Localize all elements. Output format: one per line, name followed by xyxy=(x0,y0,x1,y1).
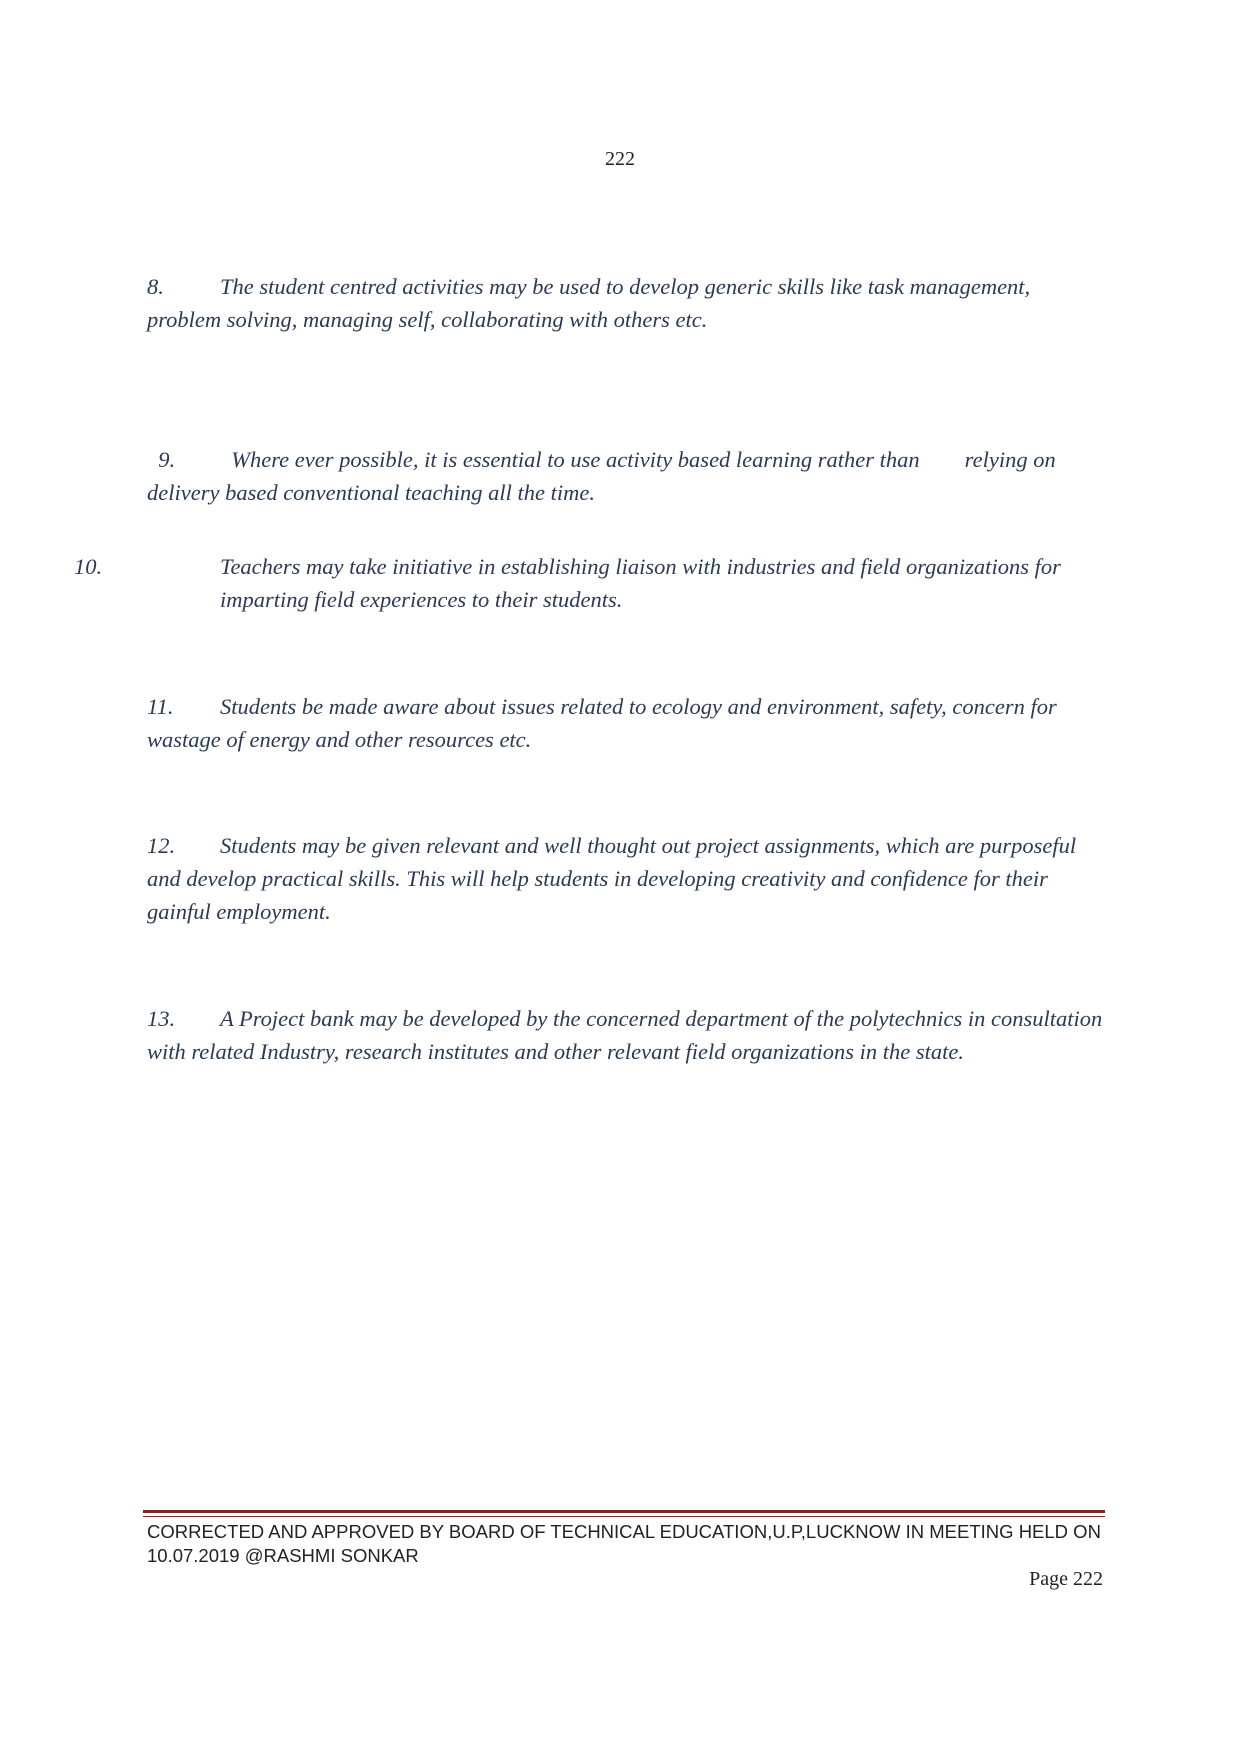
list-item-number: 9. xyxy=(158,447,176,472)
list-item-10 xyxy=(74,550,1107,616)
footer-line-1: CORRECTED AND APPROVED BY BOARD OF TECHNICAL EDUCATION,U.P,LUCKNOW IN MEETING HELD ON xyxy=(147,1521,1101,1542)
list-item-number: 12. xyxy=(147,833,176,858)
list-item-text: The student centred activities may be used to develop generic skills like task management, problem solving, managing self, collaborating with others etc. xyxy=(147,274,1031,332)
list-item-8 xyxy=(147,270,1107,336)
page-number-top: 222 xyxy=(605,148,635,170)
list-item-text: Students may be given relevant and well thought out project assignments, which are purposeful and develop practical skills. This will help students in developing creativity and confidence for their gainful employment. xyxy=(147,833,1077,924)
list-item-number: 10. xyxy=(74,554,103,579)
list-item-13 xyxy=(147,1002,1107,1068)
footer-line-2: 10.07.2019 @RASHMI SONKAR xyxy=(147,1545,419,1566)
list-item-number: 11. xyxy=(147,694,174,719)
list-item-number: 8. xyxy=(147,274,164,299)
footer-page-label: Page 222 xyxy=(1029,1568,1103,1590)
list-item-text: A Project bank may be developed by the concerned department of the polytechnics in consultation with related Industry, research institutes and other relevant field organizations in the state. xyxy=(147,1006,1103,1064)
footer-divider-thin xyxy=(143,1516,1105,1517)
list-item-text: Students be made aware about issues related to ecology and environment, safety, concern for wastage of energy and other resources etc. xyxy=(147,694,1057,752)
list-item-11 xyxy=(147,690,1107,756)
list-item-12 xyxy=(147,829,1107,928)
list-item-text: Where ever possible, it is essential to use activity based learning rather than relying on delivery based conventional teaching all the time. xyxy=(147,447,1062,505)
list-item-text: Teachers may take initiative in establishing liaison with industries and field organizations for imparting field experiences to their students. xyxy=(220,554,1061,612)
list-item-9 xyxy=(147,410,1107,509)
list-item-number: 13. xyxy=(147,1006,176,1031)
footer-divider xyxy=(143,1510,1105,1513)
footer-approval-note xyxy=(147,1520,1107,1568)
